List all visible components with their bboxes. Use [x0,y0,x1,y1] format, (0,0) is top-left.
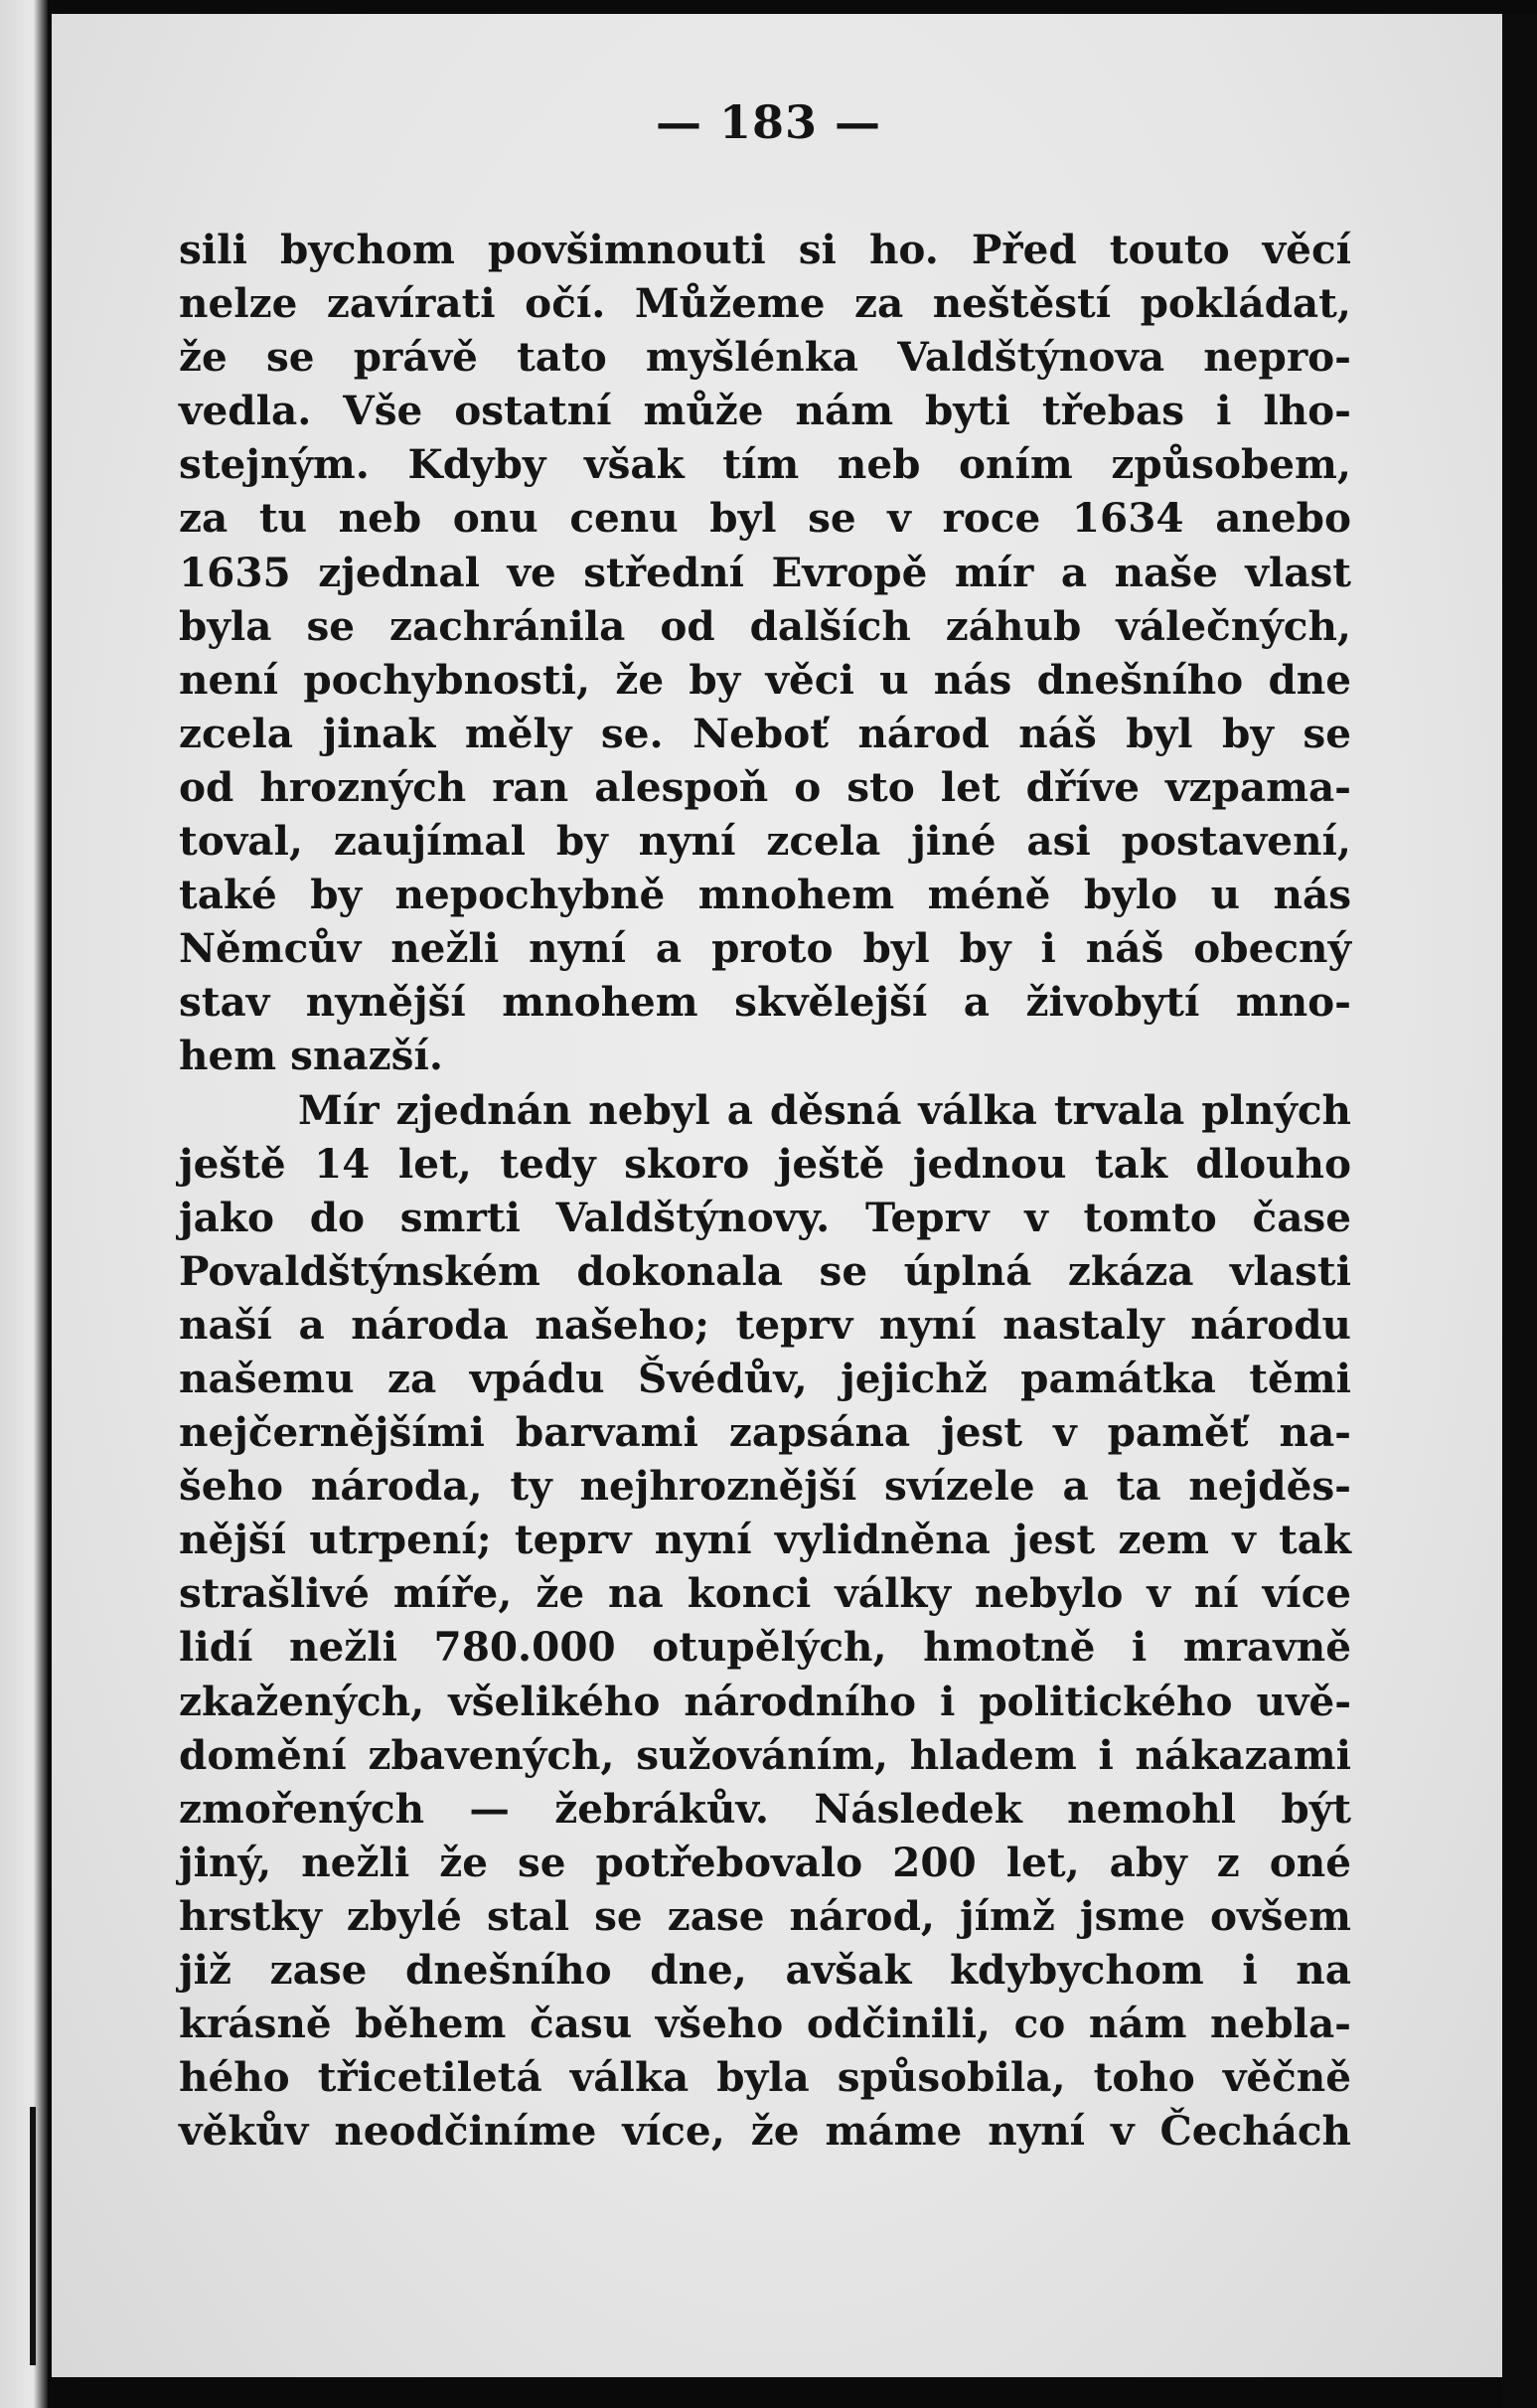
text-line: toval, zaujímal by nyní zcela jiné asi postavení, [179,817,1351,866]
paragraph [179,1083,1351,2159]
paragraph [179,223,1351,1083]
text-line: Mír zjednán nebyl a děsná válka trvala plných [298,1085,1351,1134]
text-line: že se právě tato myšlénka Valdštýnova nepro- [179,333,1351,382]
page-number: — 183 — [655,95,882,149]
text-line: stav nynější mnohem skvělejší a živobytí mno- [179,978,1351,1027]
text-line: domění zbavených, sužováním, hladem i nákazami [179,1730,1351,1779]
text-line: jiný, nežli že se potřebovalo 200 let, aby z oné [179,1838,1351,1886]
text-line: zkažených, všelikého národního i politického uvě- [179,1677,1351,1725]
text-line: Povaldštýnském dokonala se úplná zkáza vlasti [179,1246,1351,1295]
body-text [179,223,1351,2158]
text-line: také by nepochybně mnohem méně bylo u nás [179,871,1351,919]
text-line: krásně během času všeho odčinili, co nám nebla- [179,2000,1351,2048]
text-line: již zase dnešního dne, avšak kdybychom i na [179,1946,1351,1994]
text-line: šeho národa, ty nejhroznější svízele a ta nejděs- [179,1462,1351,1511]
text-line: není pochybnosti, že by věci u nás dnešního dne [179,655,1351,704]
text-line: lidí nežli 780.000 otupělých, hmotně i mravně [179,1623,1351,1672]
text-line: za tu neb onu cenu byl se v roce 1634 anebo [179,494,1351,543]
text-line: hrstky zbylé stal se zase národ, jímž jsme ovšem [179,1891,1351,1940]
binding-mark [30,2107,36,2365]
text-line: strašlivé míře, že na konci války nebylo v ní více [179,1569,1351,1618]
text-line: 1635 zjednal ve střední Evropě mír a naše vlast [179,548,1351,596]
text-line: hého třicetiletá válka byla spůsobila, toho věčně [179,2053,1351,2102]
text-line: nelze zavírati očí. Můžeme za neštěstí pokládat, [179,279,1351,328]
text-line: stejným. Kdyby však tím neb oním způsobem, [179,440,1351,489]
text-line: ještě 14 let, tedy skoro ještě jednou tak dlouho [179,1139,1351,1188]
text-line: Němcův nežli nyní a proto byl by i náš obecný [179,924,1351,973]
text-line: našemu za vpádu Švédův, jejichž památka těmi [179,1354,1351,1402]
text-line: naší a národa našeho; teprv nyní nastaly národu [179,1300,1351,1349]
scan-border [1502,14,1537,2408]
text-line: byla se zachránila od dalších záhub válečných, [179,601,1351,650]
text-line: sili bychom povšimnouti si ho. Před touto věcí [179,226,1351,273]
text-line: nější utrpení; teprv nyní vylidněna jest zem v tak [179,1516,1351,1564]
text-line: jako do smrti Valdštýnovy. Teprv v tomto čase [179,1193,1351,1241]
text-line: zcela jinak měly se. Neboť národ náš byl by se [179,709,1351,757]
text-line: vedla. Vše ostatní může nám byti třebas i lho- [179,387,1351,435]
text-line: hem snazší. [179,1032,443,1080]
text-line: nejčernějšími barvami zapsána jest v paměť na- [179,1408,1351,1457]
text-line: věkův neodčiníme více, že máme nyní v Čechách [179,2107,1351,2156]
text-line: od hrozných ran alespoň o sto let dříve vzpama- [179,762,1351,811]
facing-page-edge [0,0,48,2408]
text-line: zmořených — žebrákův. Následek nemohl být [179,1784,1351,1833]
